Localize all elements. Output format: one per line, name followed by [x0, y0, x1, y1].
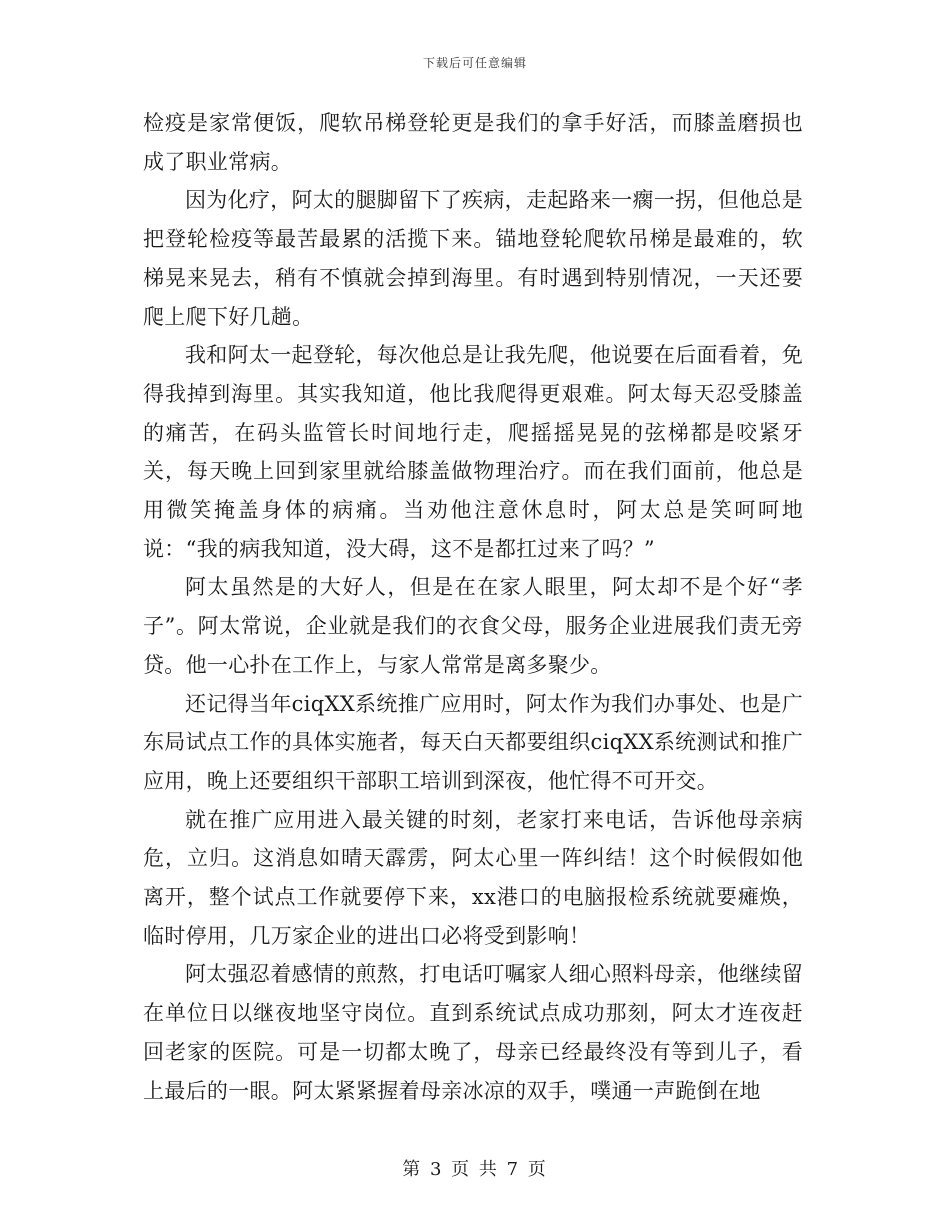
document-body	[143, 104, 803, 1110]
paragraph-1: 检疫是家常便饭，爬软吊梯登轮更是我们的拿手好活，而膝盖磨损也成了职业常病。	[143, 111, 803, 174]
page-footer: 第 3 页 共 7 页	[402, 1159, 548, 1180]
page-header: 下载后可任意编辑	[422, 56, 527, 70]
paragraph-6: 就在推广应用进入最关键的时刻，老家打来电话，告诉他母亲病危，立归。这消息如晴天霹雳，阿太心里一阵纠结！这个时候假如他离开，整个试点工作就要停下来，xx港口的电脑报检系统就要瘫焕，临时停用，几万家企业的进出口必将受到影响！	[143, 807, 803, 948]
paragraph-7: 阿太强忍着感情的煎熬，打电话叮嘱家人细心照料母亲，他继续留在单位日以继夜地坚守岗位。直到系统试点成功那刻，阿太才连夜赶回老家的医院。可是一切都太晚了，母亲已经最终没有等到儿子，看上最后的一眼。阿太紧紧握着母亲冰凉的双手，噗通一声跪倒在地	[143, 962, 803, 1103]
paragraph-3: 我和阿太一起登轮，每次他总是让我先爬，他说要在后面看着，免得我掉到海里。其实我知道，他比我爬得更艰难。阿太每天忍受膝盖的痛苦，在码头监管长时间地行走，爬摇摇晃晃的弦梯都是咬紧牙关，每天晚上回到家里就给膝盖做物理治疗。而在我们面前，他总是用微笑掩盖身体的病痛。当劝他注意休息时，阿太总是笑呵呵地说：“我的病我知道，没大碍，这不是都扛过来了吗？”	[143, 343, 803, 561]
paragraph-4: 阿太虽然是的大好人，但是在在家人眼里，阿太却不是个好“孝子”。阿太常说，企业就是我们的衣食父母，服务企业进展我们责无旁贷。他一心扑在工作上，与家人常常是离多聚少。	[143, 575, 803, 677]
paragraph-2: 因为化疗，阿太的腿脚留下了疾病，走起路来一瘸一拐，但他总是把登轮检疫等最苦最累的活揽下来。锚地登轮爬软吊梯是最难的，软梯晃来晃去，稍有不慎就会掉到海里。有时遇到特别情况，一天还要爬上爬下好几趟。	[143, 188, 803, 329]
paragraph-5: 还记得当年ciqXX系统推广应用时，阿太作为我们办事处、也是广东局试点工作的具体实施者，每天白天都要组织ciqXX系统测试和推广应用，晚上还要组织干部职工培训到深夜，他忙得不可开交。	[143, 691, 803, 793]
